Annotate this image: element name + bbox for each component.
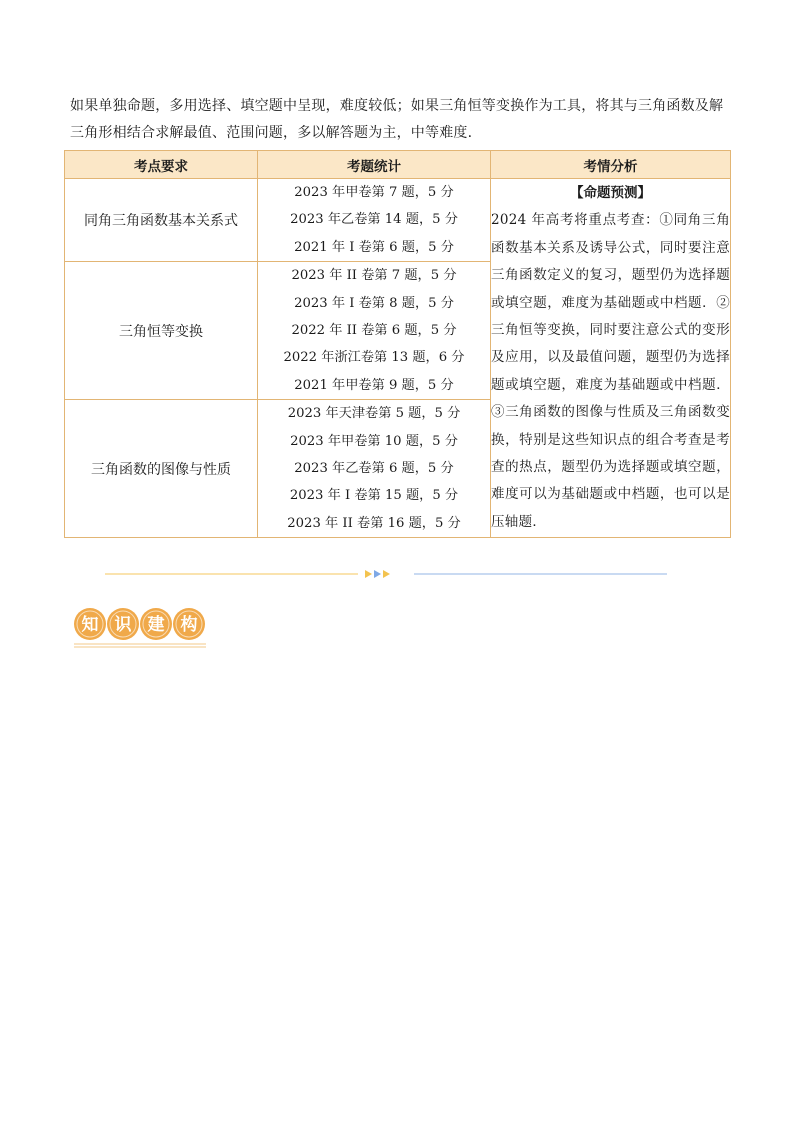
analysis-cell	[491, 179, 731, 538]
stat-item: 2023 年乙卷第 6 题，5 分	[294, 460, 454, 476]
stat-item: 2023 年 II 卷第 16 题，5 分	[287, 515, 461, 531]
header-analysis: 考情分析	[491, 151, 731, 179]
exam-analysis-table	[64, 150, 731, 538]
stat-item: 2023 年 I 卷第 15 题，5 分	[289, 488, 459, 504]
badge-char: 建	[147, 615, 165, 635]
requirement-cell: 三角恒等变换	[65, 262, 258, 400]
stats-cell	[258, 400, 491, 538]
intro-line-1: 如果单独命题，多用选择、填空题中呈现，难度较低；如果三角恒等变换作为工具，将其与三角函数及解	[70, 98, 724, 114]
section-divider	[0, 568, 793, 580]
badge-char: 识	[114, 615, 132, 635]
requirement-cell: 三角函数的图像与性质	[65, 400, 258, 538]
stat-item: 2023 年天津卷第 5 题，5 分	[287, 406, 461, 422]
badge-char: 构	[180, 615, 198, 635]
header-statistics: 考题统计	[258, 151, 491, 179]
stat-item: 2021 年甲卷第 9 题，5 分	[294, 377, 454, 393]
stat-item: 2023 年 I 卷第 8 题，5 分	[294, 295, 454, 311]
arrow-icon	[365, 570, 390, 578]
stat-item: 2023 年乙卷第 14 题，5 分	[290, 212, 458, 228]
intro-line-2: 三角形相结合求解最值、范围问题，多以解答题为主，中等难度.	[70, 125, 473, 141]
stats-cell	[258, 262, 491, 400]
table-row	[65, 179, 731, 262]
stat-item: 2023 年甲卷第 7 题，5 分	[294, 185, 454, 200]
intro-paragraph	[70, 93, 730, 147]
stat-item: 2021 年 I 卷第 6 题，5 分	[294, 239, 454, 255]
prediction-body: 2024 年高考将重点考查：①同角三角函数基本关系及诱导公式，同时要注意三角函数定义的复习，题型仍为选择题或填空题，难度为基础题或中档题．②三角恒等变换，同时要注意公式的变形及应用，以及最值问题，题型仍为选择题或填空题，难度为基础题或中档题．③三角函数的图像与性质及三角函数变换，特别是这些知识点的组合考查是考查的热点，题型仍为选择题或填空题，难度可以为基础题或中档题，也可以是压轴题．	[491, 212, 730, 530]
table-header-row	[65, 151, 731, 179]
stat-item: 2022 年浙江卷第 13 题，6 分	[283, 350, 465, 366]
stat-item: 2022 年 II 卷第 6 题，5 分	[291, 322, 457, 338]
prediction-title: 【命题预测】	[570, 184, 651, 201]
stat-item: 2023 年甲卷第 10 题，5 分	[290, 433, 458, 449]
stat-item: 2023 年 II 卷第 7 题，5 分	[291, 268, 457, 284]
header-requirement: 考点要求	[65, 151, 258, 179]
knowledge-construction-badge	[72, 605, 208, 651]
requirement-cell: 同角三角函数基本关系式	[65, 179, 258, 262]
badge-char: 知	[81, 615, 99, 635]
stats-cell	[258, 179, 491, 262]
